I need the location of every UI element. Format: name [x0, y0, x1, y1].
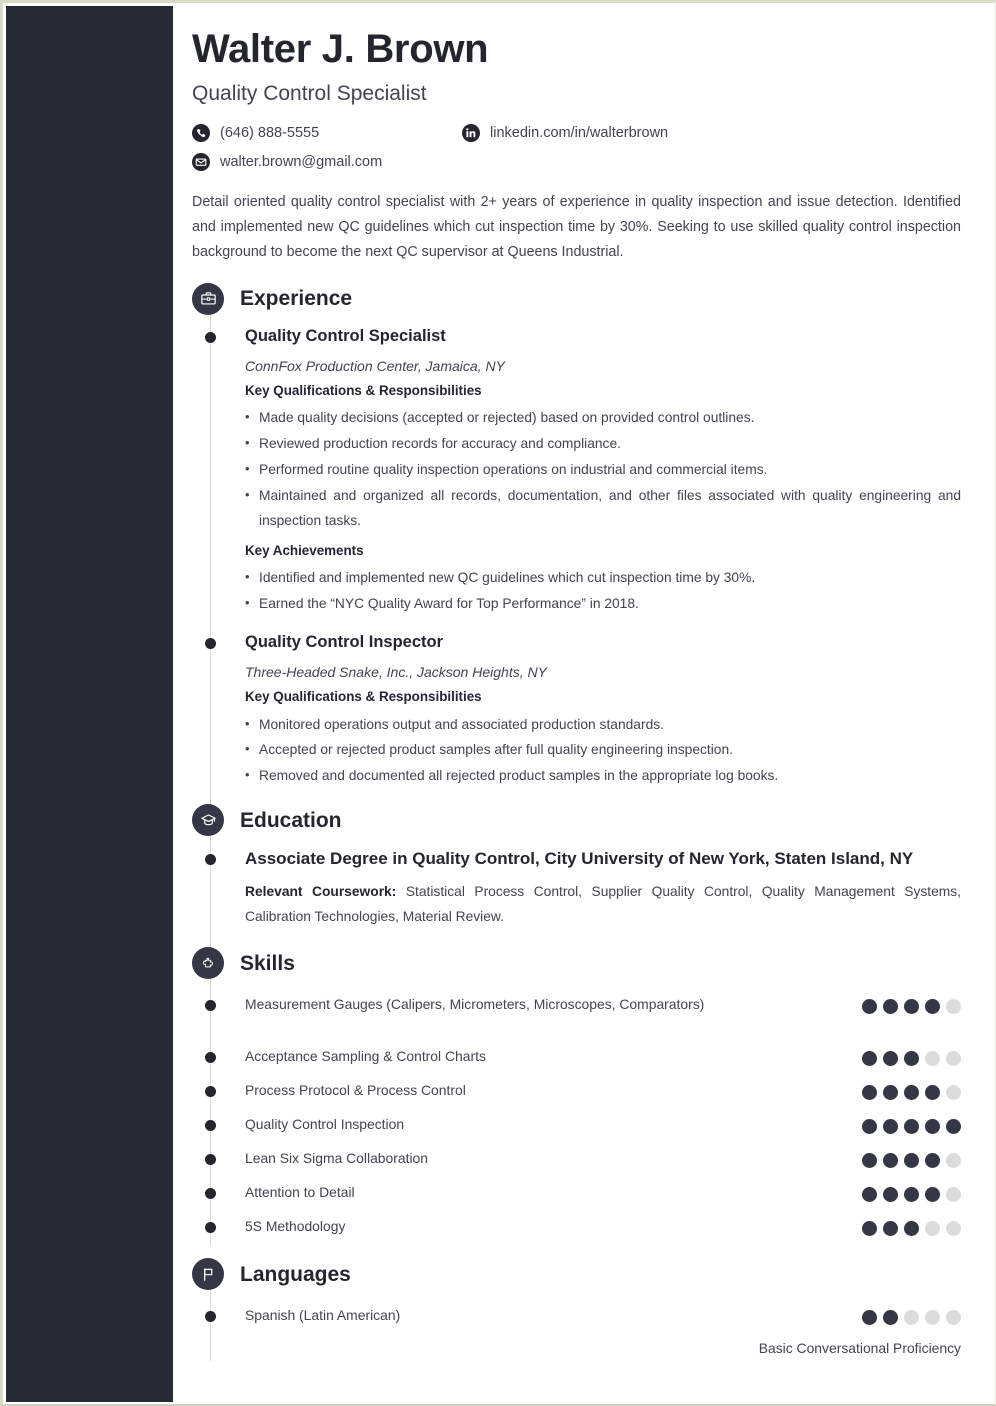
skills-list	[173, 989, 995, 1245]
contact-phone[interactable]	[192, 124, 462, 142]
rating-pip	[862, 999, 877, 1014]
skill-rating	[862, 1041, 961, 1066]
rating-pip	[946, 1221, 961, 1236]
timeline-dot	[205, 1311, 216, 1322]
rating-pip	[925, 1153, 940, 1168]
rating-pip	[883, 1051, 898, 1066]
skill-name: Quality Control Inspection	[245, 1116, 405, 1133]
qualifications-label: Key Qualifications & Responsibilities	[245, 383, 482, 399]
qualifications-list	[245, 713, 961, 789]
rating-pip	[883, 1153, 898, 1168]
linkedin-icon	[462, 124, 480, 142]
rating-pip	[883, 1310, 898, 1325]
rating-pip	[904, 1051, 919, 1066]
phone-icon	[192, 124, 210, 142]
education-entry	[173, 846, 995, 930]
skill-name: Measurement Gauges (Calipers, Micrometers, Microscopes, Comparators)	[245, 996, 705, 1013]
rating-pip	[946, 999, 961, 1014]
timeline-rail	[210, 978, 211, 1246]
timeline-dot	[205, 1188, 216, 1199]
language-row	[173, 1300, 995, 1334]
flag-icon	[192, 1258, 224, 1290]
skill-name: Attention to Detail	[245, 1184, 355, 1201]
language-name: Spanish (Latin American)	[245, 1307, 401, 1324]
timeline-dot	[205, 1154, 216, 1165]
rating-pip	[862, 1221, 877, 1236]
education-coursework	[245, 880, 961, 930]
section-education	[173, 803, 995, 930]
timeline-dot	[205, 332, 216, 343]
section-title-skills: Skills	[240, 951, 295, 975]
professional-summary: Detail oriented quality control specialist with 2+ years of experience in quality inspection and issue detection. Identified and implemented new QC guidelines which cut inspection time by 30%. Seeking to use skilled quality control inspection background to become the next QC supervisor at Queens Industrial.	[192, 194, 961, 261]
graduation-cap-icon	[192, 804, 224, 836]
list-item: • Accepted or rejected product samples after full quality engineering inspection.	[245, 738, 961, 763]
skill-rating	[862, 1143, 961, 1168]
candidate-job-title: Quality Control Specialist	[192, 82, 427, 105]
contact-email[interactable]	[192, 153, 462, 171]
rating-pip	[946, 1119, 961, 1134]
candidate-name: Walter J. Brown	[192, 27, 489, 71]
skill-rating	[862, 989, 961, 1014]
education-degree: Associate Degree in Quality Control, City University of New York, Staten Island, NY	[245, 849, 914, 869]
skill-row	[173, 1143, 995, 1177]
section-languages	[173, 1257, 995, 1359]
rating-pip	[862, 1310, 877, 1325]
rating-pip	[946, 1085, 961, 1100]
rating-pip	[904, 999, 919, 1014]
education-entries	[173, 846, 995, 930]
language-rating	[862, 1300, 961, 1325]
contact-email-text: walter.brown@gmail.com	[220, 154, 383, 171]
rating-pip	[946, 1310, 961, 1325]
experience-entry	[173, 325, 995, 617]
list-item: • Maintained and organized all records, documentation, and other files associated with quality engineering and inspection tasks.	[245, 484, 961, 534]
list-item: • Removed and documented all rejected product samples in the appropriate log books.	[245, 764, 961, 789]
rating-pip	[904, 1153, 919, 1168]
skill-name: Acceptance Sampling & Control Charts	[245, 1048, 486, 1065]
skill-rating	[862, 1075, 961, 1100]
list-item: • Made quality decisions (accepted or rejected) based on provided control outlines.	[245, 406, 961, 431]
rating-pip	[862, 1119, 877, 1134]
rating-pip	[883, 999, 898, 1014]
contact-details	[192, 123, 961, 172]
rating-pip	[925, 1051, 940, 1066]
contact-linkedin[interactable]	[462, 124, 668, 142]
experience-job-title: Quality Control Specialist	[245, 326, 446, 345]
rating-pip	[904, 1085, 919, 1100]
timeline-dot	[205, 854, 216, 865]
achievements-label: Key Achievements	[245, 542, 364, 558]
coursework-label: Relevant Coursework:	[245, 884, 397, 900]
list-item: • Monitored operations output and associated production standards.	[245, 713, 961, 738]
section-header-languages	[173, 1257, 995, 1291]
puzzle-piece-icon	[192, 947, 224, 979]
rating-pip	[946, 1187, 961, 1202]
contact-row	[192, 152, 961, 172]
rating-pip	[925, 1187, 940, 1202]
list-item: • Reviewed production records for accuracy and compliance.	[245, 432, 961, 457]
section-experience	[173, 282, 995, 789]
rating-pip	[862, 1051, 877, 1066]
rating-pip	[904, 1310, 919, 1325]
section-skills	[173, 946, 995, 1245]
skill-row	[173, 1211, 995, 1245]
skill-row	[173, 1041, 995, 1075]
section-title-experience: Experience	[240, 287, 353, 311]
education-entry-date: 2016	[958, 852, 987, 868]
experience-employer: Three-Headed Snake, Inc., Jackson Heights, NY	[245, 663, 547, 680]
rating-pip	[925, 1119, 940, 1134]
section-header-education	[173, 803, 995, 837]
rating-pip	[883, 1085, 898, 1100]
skill-name: 5S Methodology	[245, 1218, 346, 1235]
rating-pip	[862, 1085, 877, 1100]
list-item: • Earned the “NYC Quality Award for Top Performance” in 2018.	[245, 592, 961, 617]
coursework-text: Statistical Process Control, Supplier Quality Control, Quality Management Systems, Calibration Technologies, Material Review.	[245, 884, 961, 925]
rating-pip	[925, 1310, 940, 1325]
sidebar-timeline-column	[6, 6, 173, 1402]
list-item: • Performed routine quality inspection operations on industrial and commercial items.	[245, 458, 961, 483]
timeline-dot	[205, 1086, 216, 1097]
email-icon	[192, 153, 210, 171]
experience-entry	[173, 631, 995, 789]
skill-row	[173, 1109, 995, 1143]
language-proficiency-note: Basic Conversational Proficiency	[758, 1340, 961, 1357]
skill-row	[173, 1075, 995, 1109]
section-header-experience	[173, 282, 995, 316]
achievements-list	[245, 566, 961, 617]
list-item: • Identified and implemented new QC guidelines which cut inspection time by 30%.	[245, 566, 961, 591]
rating-pip	[946, 1051, 961, 1066]
rating-pip	[883, 1221, 898, 1236]
skill-rating	[862, 1211, 961, 1236]
languages-list	[173, 1300, 995, 1359]
contact-phone-text: (646) 888-5555	[220, 125, 320, 142]
contact-linkedin-text: linkedin.com/in/walterbrown	[490, 125, 669, 142]
skill-name: Lean Six Sigma Collaboration	[245, 1150, 428, 1167]
timeline-dot	[205, 1052, 216, 1063]
rating-pip	[904, 1221, 919, 1236]
experience-job-title: Quality Control Inspector	[245, 632, 444, 651]
rating-pip	[904, 1119, 919, 1134]
rating-pip	[883, 1187, 898, 1202]
skill-rating	[862, 1109, 961, 1134]
timeline-rail	[210, 1289, 211, 1361]
qualifications-list	[245, 406, 961, 533]
timeline-dot	[205, 1000, 216, 1011]
section-title-education: Education	[240, 808, 342, 832]
skill-row	[173, 1177, 995, 1211]
skill-rating	[862, 1177, 961, 1202]
timeline-dot	[205, 638, 216, 649]
rating-pip	[862, 1187, 877, 1202]
qualifications-label: Key Qualifications & Responsibilities	[245, 689, 482, 705]
rating-pip	[925, 1085, 940, 1100]
rating-pip	[862, 1153, 877, 1168]
rating-pip	[925, 999, 940, 1014]
resume-content	[173, 6, 995, 1404]
skill-name: Process Protocol & Process Control	[245, 1082, 466, 1099]
contact-row	[192, 123, 961, 143]
briefcase-icon	[192, 283, 224, 315]
rating-pip	[946, 1153, 961, 1168]
rating-pip	[883, 1119, 898, 1134]
resume-header	[173, 6, 995, 172]
timeline-dot	[205, 1222, 216, 1233]
experience-entries	[173, 325, 995, 789]
experience-entry-date: 2016-09 - 2017-05	[880, 635, 987, 651]
section-header-skills	[173, 946, 995, 980]
section-title-languages: Languages	[240, 1262, 351, 1286]
experience-entry-date: 2017-05 - 2019-05	[880, 329, 987, 345]
rating-pip	[925, 1221, 940, 1236]
timeline-dot	[205, 1120, 216, 1131]
rating-pip	[904, 1187, 919, 1202]
skill-row	[173, 989, 995, 1041]
experience-employer: ConnFox Production Center, Jamaica, NY	[245, 357, 505, 374]
